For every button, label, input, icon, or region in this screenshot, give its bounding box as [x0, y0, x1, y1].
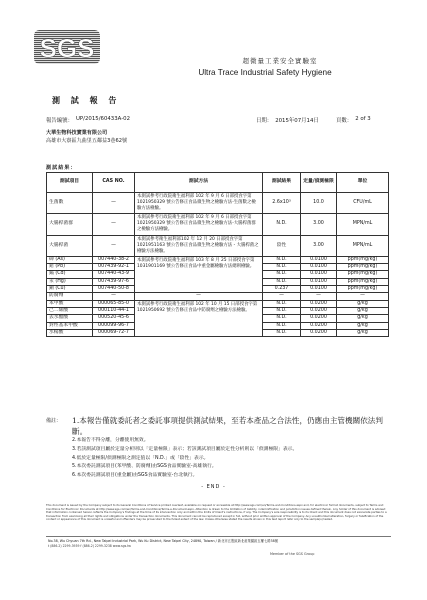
- cell-result: N.D.: [263, 271, 301, 278]
- cell-limit: 0.0200: [301, 329, 337, 336]
- cell-unit: g/kg: [337, 329, 389, 336]
- table-row: [47, 193, 389, 214]
- cell-cas: —: [93, 293, 135, 300]
- cell-item: 對羥基苯甲酸: [47, 322, 93, 329]
- cell-cas: —: [93, 193, 135, 214]
- cell-result: N.D.: [263, 300, 301, 307]
- note-line: 3.若該測試項目屬於定量分析則以「定量極限」表示；若該測試項目屬於定性分析則以「偵測極限」表示。: [72, 446, 298, 452]
- notes: [46, 416, 391, 481]
- cell-limit: 0.0200: [301, 300, 337, 307]
- cell-item: 銅 (Cu): [47, 286, 93, 293]
- header-unit: 單位: [337, 173, 389, 193]
- cell-result: 陰性: [263, 235, 301, 256]
- client-name: 大華生物科技實業有限公司: [46, 130, 108, 136]
- cell-unit: ppm(mg/kg): [337, 278, 389, 285]
- cell-cas: —: [93, 214, 135, 235]
- cell-limit: 0.0200: [301, 307, 337, 314]
- cell-limit: 3.00: [301, 214, 337, 235]
- cell-result: N.D.: [263, 322, 301, 329]
- cell-cas: 007440-43-9: [93, 271, 135, 278]
- note-main: 1.本報告僅就委託者之委託事項提供測試結果，至若本產品之合法性，仍應由主管機關依法判斷。: [72, 416, 383, 436]
- cell-limit: 0.0100: [301, 264, 337, 271]
- lab-title-en: Ultra Trace Industrial Safety Hygiene: [198, 68, 332, 77]
- logo-text: SGS: [39, 33, 95, 63]
- lab-title-zh: 超微量工業安全實驗室: [242, 57, 318, 65]
- cell-item: 鎘 (Cd): [47, 271, 93, 278]
- cell-method: 本測試參考衛生福利部102 年 12 月 20 日部授食字第1021951163 號公告修正食品微生物之檢驗方法 - 大腸桿菌之檢驗方法檢驗。: [135, 235, 263, 256]
- cell-limit: 0.0200: [301, 315, 337, 322]
- cell-limit: 0.0200: [301, 322, 337, 329]
- report-no-label: 報告編號：: [46, 118, 73, 124]
- cell-unit: CFU/mL: [337, 193, 389, 214]
- cell-result: —: [263, 293, 301, 300]
- cell-unit: —: [337, 293, 389, 300]
- cell-cas: 007440-38-2: [93, 256, 135, 263]
- cell-cas: —: [93, 235, 135, 256]
- cell-limit: 0.0100: [301, 256, 337, 263]
- table-row: [47, 293, 389, 300]
- cell-unit: ppm(mg/kg): [337, 264, 389, 271]
- table-header-row: [47, 173, 389, 193]
- cell-item: 苯甲酸: [47, 300, 93, 307]
- cell-result: N.D.: [263, 329, 301, 336]
- page-title: 測 試 報 告: [52, 95, 121, 105]
- cell-cas: 000099-96-7: [93, 322, 135, 329]
- date-label: 日期：: [256, 118, 273, 124]
- cell-unit: g/kg: [337, 322, 389, 329]
- fine-print: This document is issued by the Company subject to its General Conditions of Service printed overleaf, available on request or accessible at http://www.sgs.com/en/Terms-and-Conditions.aspx and, for electronic format documents, subject to Terms and Conditions for Electronic Documents at http://www.sgs.com/en/Terms-and-Conditions/Terms-e-Document.aspx. Attention is drawn to the limitation of liability, indemnification and jurisdiction issues defined therein. Any holder of this document is advised that information contained hereon reflects the Company's findings at the time of its intervention only and within the limits of Client's instructions, if any. The Company's sole responsibility is to its Client and this document does not exonerate parties to a transaction from exercising all their rights and obligations under the transaction documents. This document cannot be reproduced except in full, without prior written approval of the Company. Any unauthorized alteration, forgery or falsification of the content or appearance of this document is unlawful and offenders may be prosecuted to the fullest extent of the law. Unless otherwise stated the results shown in this test report refer only to the sample(s) tested.: [46, 503, 387, 522]
- results-table: [46, 172, 389, 337]
- header-item: 測試項目: [47, 173, 93, 193]
- cell-result: N.D.: [263, 214, 301, 235]
- page-label: 頁數：: [336, 118, 353, 124]
- sgs-logo: [34, 30, 100, 64]
- cell-result: 0.237: [263, 286, 301, 293]
- cell-cas: 000520-45-6: [93, 315, 135, 322]
- table-row: [47, 300, 389, 307]
- note-line: 4.低於定量極限/偵測極限之測定值以「N.D.」或「陰性」表示。: [72, 455, 209, 461]
- cell-method: 本測試參考行政院衛生福利部 103 年 8 月 25 日部授食字第1031901169 號公告修正食品中重金屬檢驗方法總則檢驗。: [135, 256, 263, 292]
- footer-member: Member of the SGS Group: [270, 552, 315, 556]
- end-mark: - END -: [201, 484, 226, 490]
- cell-item: 水楊酸: [47, 329, 93, 336]
- cell-limit: 3.00: [301, 235, 337, 256]
- cell-unit: MPN/mL: [337, 235, 389, 256]
- results-label: 測試結果：: [46, 165, 77, 171]
- cell-item: 砷 (As): [47, 256, 93, 263]
- cell-method: —: [135, 293, 263, 300]
- cell-item: 大腸桿菌: [47, 235, 93, 256]
- header-limit: 定量/偵測極限: [301, 173, 337, 193]
- cell-limit: 0.0100: [301, 286, 337, 293]
- client-address: 高雄市大寮區九曲里五鄰益3巷62號: [46, 138, 128, 144]
- cell-result: N.D.: [263, 278, 301, 285]
- report-no: UP/2015/60433A-02: [75, 116, 131, 122]
- cell-item: 汞 (Hg): [47, 278, 93, 285]
- cell-cas: 000065-85-0: [93, 300, 135, 307]
- note-line: 6.本次委託測試項目(重金屬)由SGS食品實驗室-台北執行。: [72, 473, 198, 479]
- cell-unit: g/kg: [337, 315, 389, 322]
- cell-limit: —: [301, 293, 337, 300]
- cell-limit: 10.0: [301, 193, 337, 214]
- report-meta: [46, 116, 386, 124]
- cell-cas: 000069-72-7: [93, 329, 135, 336]
- cell-cas: 007439-97-6: [93, 278, 135, 285]
- cell-cas: 007439-92-1: [93, 264, 135, 271]
- cell-cas: 007440-50-8: [93, 286, 135, 293]
- note-line: 2.本報告不得分離，分離使用無效。: [72, 438, 149, 443]
- header-cas: CAS NO.: [93, 173, 135, 193]
- notes-label: 備註：: [46, 418, 62, 424]
- cell-item: 防腐劑: [47, 293, 93, 300]
- cell-item: 鉛 (Pb): [47, 264, 93, 271]
- cell-result: N.D.: [263, 256, 301, 263]
- note-line: 5.本次委託測試項目(苯甲酸、防腐劑)由SGS食品實驗室-高雄執行。: [72, 464, 217, 470]
- table-row: [47, 256, 389, 263]
- table-row: [47, 214, 389, 235]
- cell-item: 己二烯酸: [47, 307, 93, 314]
- cell-result: N.D.: [263, 264, 301, 271]
- header-method: 測試方法: [135, 173, 263, 193]
- cell-unit: ppm(mg/kg): [337, 286, 389, 293]
- cell-result: N.D.: [263, 307, 301, 314]
- cell-item: 去水醋酸: [47, 315, 93, 322]
- table-row: [47, 235, 389, 256]
- footer-address: No.38, Wu Chyuan 7th Rd., New Taipei Industrial Park, Wu Ku District, New Taipei City, 24890, Taiwan / 新北市五股區新北產業園區五權七路38號: [48, 539, 279, 543]
- footer-divider: [46, 536, 391, 537]
- cell-item: 大腸桿菌群: [47, 214, 93, 235]
- footer-phone: t (886-2) 2299-3939 f (886-2) 2299-3238 www.sgs.tw: [48, 544, 131, 548]
- report-date: 2015年07月14日: [275, 118, 319, 124]
- cell-method: 本測試參考行政院衛生福利部 102 年 9 月 6 日部授食字第1021950329 號公告修正食品微生物之檢驗方法-大腸桿菌群之檢驗方法檢驗。: [135, 214, 263, 235]
- cell-cas: 000110-44-1: [93, 307, 135, 314]
- cell-unit: ppm(mg/kg): [337, 256, 389, 263]
- cell-unit: g/kg: [337, 307, 389, 314]
- cell-limit: 0.0100: [301, 278, 337, 285]
- header-result: 測試結果: [263, 173, 301, 193]
- page-number: 2 of 3: [355, 116, 371, 122]
- cell-result: N.D.: [263, 315, 301, 322]
- cell-method: 本測試參考行政院衛生福利部 102 年 9 月 6 日部授食字第1021950329 號公告修正食品微生物之檢驗方法-生菌數之檢驗方法檢驗。: [135, 193, 263, 214]
- cell-method: 本測試參考行政院衛生福利部 102 年 10 月 15 日部授食字第1021950692 號公告修正食品中防腐劑之檢驗方法檢驗。: [135, 300, 263, 336]
- cell-limit: 0.0100: [301, 271, 337, 278]
- cell-item: 生菌數: [47, 193, 93, 214]
- cell-unit: ppm(mg/kg): [337, 271, 389, 278]
- cell-unit: MPN/mL: [337, 214, 389, 235]
- cell-result: 2.6x10³: [263, 193, 301, 214]
- cell-unit: g/kg: [337, 300, 389, 307]
